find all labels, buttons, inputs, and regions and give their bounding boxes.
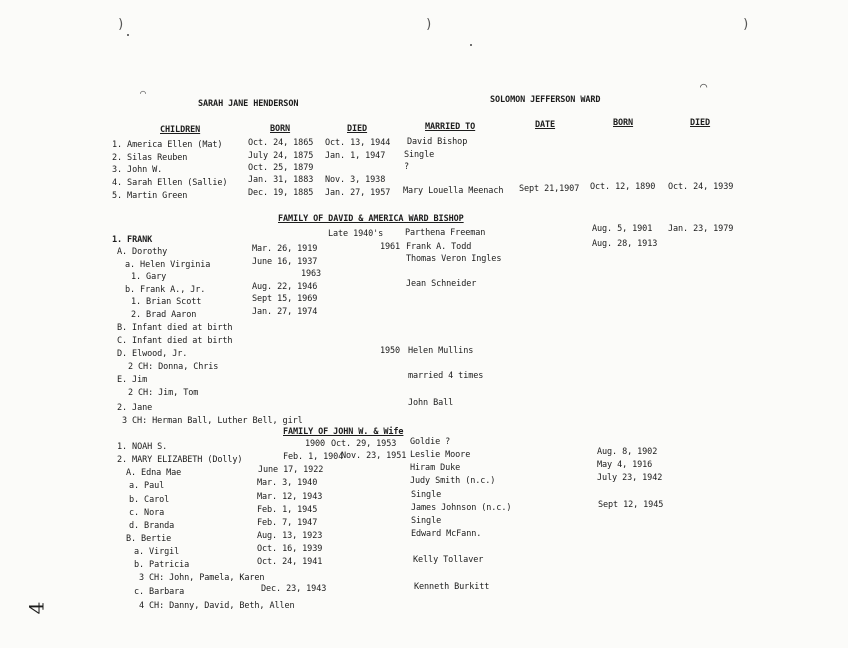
family-member-born: Mar. 12, 1943 <box>257 492 323 502</box>
child-born: Jan. 31, 1883 <box>248 175 314 185</box>
family-member-born: 1963 <box>301 269 322 279</box>
scan-speck <box>127 34 129 36</box>
child-name: 1. America Ellen (Mat) <box>112 140 223 150</box>
scan-mark: ) <box>425 17 433 32</box>
child-married-to: Mary Louella Meenach <box>403 186 504 196</box>
child-name: 4. Sarah Ellen (Sallie) <box>112 178 228 188</box>
child-born: July 24, 1875 <box>248 151 314 161</box>
family-member-name: b. Frank A., Jr. <box>125 285 206 295</box>
family-member-name: E. Jim <box>117 375 148 385</box>
family-member-name: 1. Gary <box>131 272 167 282</box>
spouse-name: Kenneth Burkitt <box>414 582 490 592</box>
marriage-date: Late 1940's <box>328 229 384 239</box>
family-member-born: Oct. 16, 1939 <box>257 544 323 554</box>
child-died: Nov. 3, 1938 <box>325 175 386 185</box>
family-member-name: 4 CH: Danny, David, Beth, Allen <box>139 601 295 611</box>
family-member-name: 1. Brian Scott <box>131 297 202 307</box>
spouse-born: Sept 12, 1945 <box>598 500 664 510</box>
spouse-name: Single <box>411 516 442 526</box>
family-member-died: Oct. 29, 1953 <box>331 439 397 449</box>
col-died: DIED <box>347 124 368 134</box>
family-member-born: Mar. 3, 1940 <box>257 478 318 488</box>
col-married-to: MARRIED TO <box>425 122 476 132</box>
spouse-born: May 4, 1916 <box>597 460 653 470</box>
child-born: Dec. 19, 1885 <box>248 188 314 198</box>
family-member-name: b. Patricia <box>134 560 190 570</box>
family-member-name: b. Carol <box>129 495 170 505</box>
spouse-name: Leslie Moore <box>410 450 471 460</box>
family-member-born: Feb. 1, 1904 <box>283 452 344 462</box>
child-marriage-date: Sept 21,1907 <box>519 184 580 194</box>
family-member-name: 2 CH: Donna, Chris <box>128 362 219 372</box>
family-member-name: C. Infant died at birth <box>117 336 233 346</box>
family-member-born: Feb. 1, 1945 <box>257 505 318 515</box>
child-born: Oct. 24, 1865 <box>248 138 314 148</box>
husband-name: SOLOMON JEFFERSON WARD <box>490 95 601 105</box>
family-member-name: B. Bertie <box>126 534 172 544</box>
family-member-born: Jan. 27, 1974 <box>252 307 318 317</box>
family-member-died: Nov. 23, 1951 <box>341 451 407 461</box>
spouse-name: John Ball <box>408 398 454 408</box>
spouse-name: Goldie ? <box>410 437 451 447</box>
family-member-name: c. Barbara <box>134 587 185 597</box>
scan-mark: ) <box>117 17 125 32</box>
spouse-born: Aug. 5, 1901 <box>592 224 653 234</box>
spouse-name: Judy Smith (n.c.) <box>410 476 496 486</box>
family-member-name: A. Dorothy <box>117 247 168 257</box>
family-member-name: 3 CH: John, Pamela, Karen <box>139 573 265 583</box>
child-married-to: David Bishop <box>407 137 468 147</box>
family-member-name: B. Infant died at birth <box>117 323 233 333</box>
family-member-born: 1900 <box>305 439 326 449</box>
family-member-name: D. Elwood, Jr. <box>117 349 188 359</box>
col-children: CHILDREN <box>160 125 201 135</box>
page-number: 4 <box>24 601 49 615</box>
child-died: Jan. 1, 1947 <box>325 151 386 161</box>
family-member-name: a. Paul <box>129 481 165 491</box>
spouse-name: Thomas Veron Ingles <box>406 254 502 264</box>
section-title-john: FAMILY OF JOHN W. & Wife <box>283 427 404 437</box>
marriage-date: 1961 <box>380 242 401 252</box>
child-died: Oct. 13, 1944 <box>325 138 391 148</box>
spouse-name: Hiram Duke <box>410 463 461 473</box>
child-spouse-died: Oct. 24, 1939 <box>668 182 734 192</box>
family-member-born: Mar. 26, 1919 <box>252 244 318 254</box>
family-member-name: 2. Jane <box>117 403 153 413</box>
spouse-name: Frank A. Todd <box>406 242 472 252</box>
family-member-name: a. Virgil <box>134 547 180 557</box>
family-member-born: June 16, 1937 <box>252 257 318 267</box>
family-member-name: a. Helen Virginia <box>125 260 211 270</box>
scan-mark: ) <box>742 17 750 32</box>
spouse-name: Helen Mullins <box>408 346 474 356</box>
family-member-born: Aug. 22, 1946 <box>252 282 318 292</box>
family-member-name: 2. Brad Aaron <box>131 310 197 320</box>
family-member-name: 2. MARY ELIZABETH (Dolly) <box>117 455 243 465</box>
spouse-name: Edward McFann. <box>411 529 482 539</box>
child-born: Oct. 25, 1879 <box>248 163 314 173</box>
spouse-name: married 4 times <box>408 371 484 381</box>
spouse-name: Kelly Tollaver <box>413 555 484 565</box>
child-name: 3. John W. <box>112 165 163 175</box>
family-member-born: Feb. 7, 1947 <box>257 518 318 528</box>
family-member-born: Dec. 23, 1943 <box>261 584 327 594</box>
child-name: 2. Silas Reuben <box>112 153 188 163</box>
scan-mark: ⌒ <box>140 88 147 99</box>
family-member-name: 2 CH: Jim, Tom <box>128 388 199 398</box>
family-member-name: A. Edna Mae <box>126 468 182 478</box>
family-member-name: d. Branda <box>129 521 175 531</box>
child-spouse-born: Oct. 12, 1890 <box>590 182 656 192</box>
marriage-date: 1950 <box>380 346 401 356</box>
family-member-name: 1. NOAH S. <box>117 442 168 452</box>
wife-name: SARAH JANE HENDERSON <box>198 99 299 109</box>
spouse-born: July 23, 1942 <box>597 473 663 483</box>
family-member-name: 1. FRANK <box>112 235 153 245</box>
family-member-born: Sept 15, 1969 <box>252 294 318 304</box>
col-spouse-born: BORN <box>613 118 634 128</box>
scan-mark: ⌒ <box>700 79 708 93</box>
spouse-name: Single <box>411 490 442 500</box>
child-name: 5. Martin Green <box>112 191 188 201</box>
col-spouse-died: DIED <box>690 118 711 128</box>
spouse-died: Jan. 23, 1979 <box>668 224 734 234</box>
child-died: Jan. 27, 1957 <box>325 188 391 198</box>
spouse-name: Jean Schneider <box>406 279 477 289</box>
spouse-born: Aug. 8, 1902 <box>597 447 658 457</box>
child-married-to: ? <box>404 162 410 172</box>
spouse-born: Aug. 28, 1913 <box>592 239 658 249</box>
family-member-name: 3 CH: Herman Ball, Luther Bell, girl <box>122 416 303 426</box>
section-title-bishop: FAMILY OF DAVID & AMERICA WARD BISHOP <box>278 214 464 224</box>
spouse-name: James Johnson (n.c.) <box>411 503 512 513</box>
col-born: BORN <box>270 124 291 134</box>
family-member-born: Aug. 13, 1923 <box>257 531 323 541</box>
child-married-to: Single <box>404 150 435 160</box>
family-member-name: c. Nora <box>129 508 165 518</box>
family-member-born: Oct. 24, 1941 <box>257 557 323 567</box>
col-date: DATE <box>535 120 556 130</box>
scan-speck <box>470 44 472 46</box>
family-member-born: June 17, 1922 <box>258 465 324 475</box>
spouse-name: Parthena Freeman <box>405 228 486 238</box>
